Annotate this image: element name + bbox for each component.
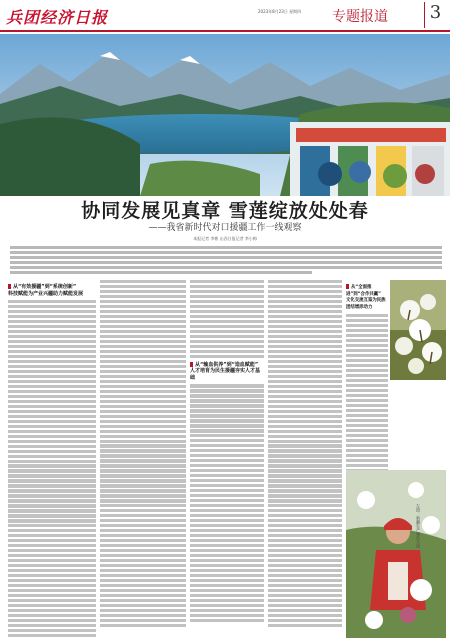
section-heading-3: 从“全面推进”到“合作共赢” 文化交流互鉴为民族团结增添动力 (346, 285, 386, 310)
byline: 本报记者 李彬 山西日报记者 李小梅 (193, 236, 257, 241)
subheadline: ——我省新时代对口援疆工作一线观察 (148, 223, 302, 233)
photo-caption: 左图：新疆生产建设兵团 (416, 504, 421, 548)
worker-photo (346, 470, 446, 638)
article-column-3 (190, 280, 264, 638)
cotton-photo (390, 280, 446, 380)
dateline: 2023年8月23日 星期四 (258, 9, 302, 14)
headline: 协同发展见真章 雪莲绽放处处春 (81, 200, 369, 222)
page-number: 3 (424, 2, 446, 28)
article-column-1 (8, 280, 96, 638)
section-heading-2: 从“输血供养”到“造血赋能” 人才培育为民生援疆夯实人才基础 (190, 361, 261, 381)
masthead (0, 0, 450, 32)
lead-photo (0, 34, 450, 196)
article-column-4 (268, 280, 342, 638)
intro-paragraph (10, 246, 442, 276)
newspaper-logo: 兵团经济日报 (6, 8, 109, 27)
article-column-2 (100, 280, 186, 638)
section-heading-1: 从“有效援疆”到“系统创新” 科技赋能为产业兴疆助力赋能发展 (8, 284, 84, 297)
section-title: 专题报道 (332, 9, 388, 25)
